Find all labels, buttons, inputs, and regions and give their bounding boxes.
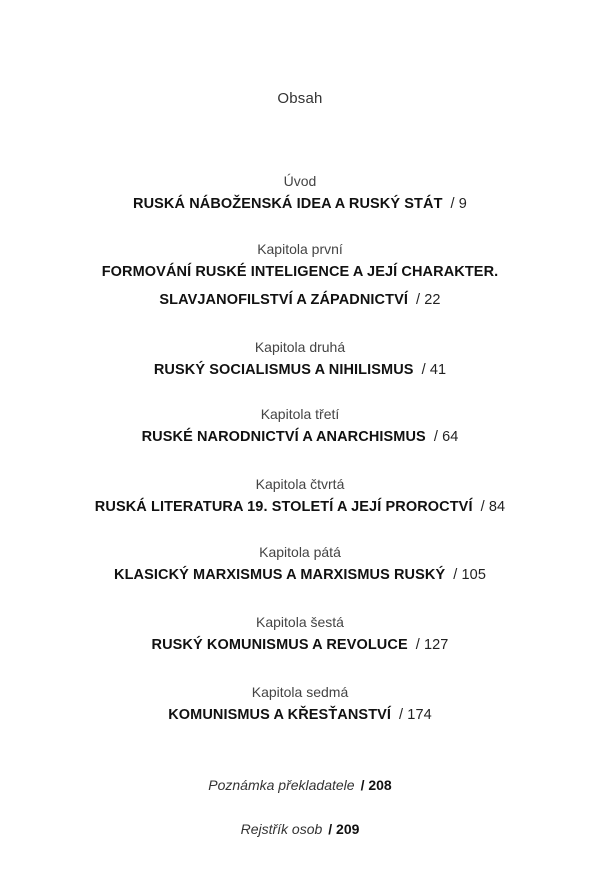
entry-title [0,258,600,286]
toc-back-index [0,821,600,837]
back-label: Rejstřík osob [240,821,323,837]
entry-title [0,493,600,521]
entry-title-text: RUSKÁ NÁBOŽENSKÁ IDEA A RUSKÝ STÁT [133,196,443,212]
entry-page: / 127 [415,637,449,653]
back-page: / 208 [360,777,392,793]
back-page: / 209 [328,821,360,837]
entry-page: / 105 [453,567,486,583]
entry-title-text: FORMOVÁNÍ RUSKÉ INTELIGENCE A JEJÍ CHARAKTER. [101,264,499,280]
entry-title-text: RUSKÝ SOCIALISMUS A NIHILISMUS [153,362,414,378]
entry-page: / 22 [416,292,441,308]
entry-title [0,631,600,659]
toc-heading: Obsah [277,90,323,107]
entry-title-text: KOMUNISMUS A KŘESŤANSTVÍ [168,707,392,723]
entry-page: / 84 [480,499,506,515]
toc-entry-intro [0,172,600,218]
entry-title [0,190,600,218]
toc-entry-chapter-1 [0,240,600,314]
toc-entry-chapter-7 [0,683,600,729]
entry-label: Úvod [283,173,317,189]
toc-entry-chapter-3 [0,405,600,451]
entry-title-text: RUSKÝ KOMUNISMUS A REVOLUCE [151,637,408,653]
entry-title [0,701,600,729]
entry-page: / 174 [399,707,432,723]
entry-label: Kapitola sedmá [251,684,349,700]
back-label: Poznámka překladatele [208,777,355,793]
entry-page: / 64 [433,429,459,445]
entry-title-text: SLAVJANOFILSTVÍ A ZÁPADNICTVÍ [159,292,408,308]
toc-back-translator-note [0,777,600,793]
entry-label: Kapitola pátá [259,544,341,560]
entry-label: Kapitola první [257,241,343,257]
entry-title [0,423,600,451]
entry-page: / 9 [450,196,467,212]
entry-title-text: RUSKÁ LITERATURA 19. STOLETÍ A JEJÍ PROROCTVÍ [94,499,473,515]
toc-entry-chapter-2 [0,338,600,384]
entry-label: Kapitola třetí [260,406,340,422]
entry-page: / 41 [421,362,447,378]
entry-title [0,356,600,384]
entry-title-text: KLASICKÝ MARXISMUS A MARXISMUS RUSKÝ [114,567,446,583]
entry-label: Kapitola čtvrtá [255,476,345,492]
entry-label: Kapitola šestá [256,614,344,630]
toc-entry-chapter-4 [0,475,600,521]
entry-title [0,561,600,589]
entry-title-text: RUSKÉ NARODNICTVÍ A ANARCHISMUS [141,429,426,445]
toc-entry-chapter-6 [0,613,600,659]
toc-entry-chapter-5 [0,543,600,589]
entry-title-line-2 [0,286,600,314]
entry-label: Kapitola druhá [254,339,346,355]
